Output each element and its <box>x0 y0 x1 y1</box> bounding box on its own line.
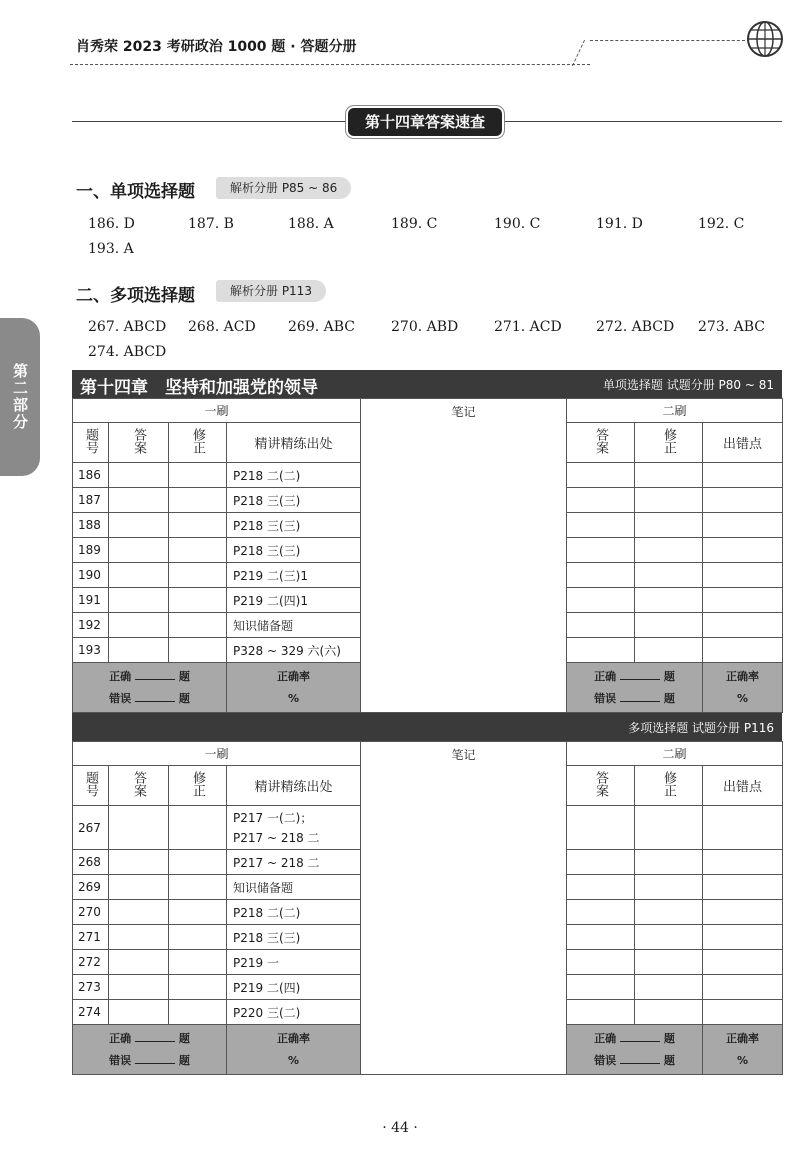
col-error-point: 出错点 <box>703 766 783 806</box>
part-side-tab: 第二部分 <box>0 318 40 476</box>
table-row: 268 P217 ~ 218 二 <box>73 850 783 875</box>
header-rule-right <box>590 40 750 41</box>
answer-item: 274. ABCD <box>88 344 167 360</box>
answer-item: 272. ABCD <box>596 319 675 335</box>
tally-rate-2: 正确率 % <box>703 1025 783 1075</box>
table-row: 192 知识储备题 <box>73 613 783 638</box>
answer-item: 270. ABD <box>391 319 459 335</box>
chapter-band <box>72 370 782 398</box>
tally-rate-2: 正确率 % <box>703 663 783 713</box>
tally-counts: 正确 题 错误 题 <box>73 663 227 713</box>
notes-header: 笔记 <box>451 748 476 762</box>
table-row: 190 P219 二(三)1 <box>73 563 783 588</box>
answer-item: 267. ABCD <box>88 319 167 335</box>
table-row: 269 知识储备题 <box>73 875 783 900</box>
page-number: · 44 · <box>382 1120 418 1136</box>
section-tag-single: 解析分册 P85 ~ 86 <box>216 177 351 199</box>
table-row: 189 P218 三(三) <box>73 538 783 563</box>
tally-rate: 正确率 % <box>227 663 361 713</box>
col-error-point: 出错点 <box>703 423 783 463</box>
header-rule <box>70 64 590 65</box>
table-row: 186 P218 二(二) <box>73 463 783 488</box>
table-row: 274 P220 三(二) <box>73 1000 783 1025</box>
tally-counts: 正确 题 错误 题 <box>73 1025 227 1075</box>
globe-logo-icon <box>744 18 786 60</box>
review-table <box>72 370 782 1075</box>
second-pass-header: 二刷 <box>567 742 783 766</box>
answer-item: 268. ACD <box>188 319 256 335</box>
single-choice-ref: 单项选择题 试题分册 P80 ~ 81 <box>602 378 774 392</box>
first-pass-header: 一刷 <box>73 742 361 766</box>
tally-counts-2: 正确 题 错误 题 <box>567 663 703 713</box>
table-row: 193 P328 ~ 329 六(六) <box>73 638 783 663</box>
answer-item: 187. B <box>188 216 234 232</box>
answer-item: 189. C <box>391 216 438 232</box>
col-answer-2: 答案 <box>567 766 635 806</box>
answer-item: 192. C <box>698 216 745 232</box>
notes-column[interactable] <box>361 742 567 1075</box>
multi-choice-table <box>72 741 783 1075</box>
first-pass-header: 一刷 <box>73 399 361 423</box>
col-fix: 修正 <box>169 766 227 806</box>
header-rule-slant <box>572 40 598 66</box>
table-row: 273 P219 二(四) <box>73 975 783 1000</box>
answer-item: 188. A <box>288 216 334 232</box>
col-answer: 答案 <box>109 423 169 463</box>
col-answer-2: 答案 <box>567 423 635 463</box>
col-question-no: 题号 <box>73 766 109 806</box>
table-row: 271 P218 三(三) <box>73 925 783 950</box>
section-tag-multi: 解析分册 P113 <box>216 280 326 302</box>
table-row: 188 P218 三(三) <box>73 513 783 538</box>
chapter-badge: 第十四章答案速查 <box>348 108 502 136</box>
col-question-no: 题号 <box>73 423 109 463</box>
multi-band <box>72 713 782 741</box>
tally-rate: 正确率 % <box>227 1025 361 1075</box>
notes-header: 笔记 <box>451 405 476 419</box>
answer-item: 191. D <box>596 216 643 232</box>
second-pass-header: 二刷 <box>567 399 783 423</box>
answer-item: 190. C <box>494 216 541 232</box>
answer-item: 271. ACD <box>494 319 562 335</box>
table-row: 272 P219 一 <box>73 950 783 975</box>
section-title-multi: 二、多项选择题 <box>76 286 195 306</box>
col-fix-2: 修正 <box>635 766 703 806</box>
table-row: 187 P218 三(三) <box>73 488 783 513</box>
col-source: 精讲精练出处 <box>227 766 361 806</box>
notes-column[interactable] <box>361 399 567 713</box>
table-row: 267 P217 一(二)； P217 ~ 218 二 <box>73 806 783 850</box>
col-fix-2: 修正 <box>635 423 703 463</box>
table-row: 191 P219 二(四)1 <box>73 588 783 613</box>
col-source: 精讲精练出处 <box>227 423 361 463</box>
answer-item: 186. D <box>88 216 135 232</box>
answer-item: 193. A <box>88 241 134 257</box>
table-chapter-title: 第十四章 坚持和加强党的领导 <box>80 378 318 398</box>
col-fix: 修正 <box>169 423 227 463</box>
single-choice-table <box>72 398 783 713</box>
running-head: 肖秀荣 2023 考研政治 1000 题 · 答题分册 <box>76 39 357 55</box>
answer-item: 269. ABC <box>288 319 355 335</box>
table-row: 270 P218 二(二) <box>73 900 783 925</box>
answer-item: 273. ABC <box>698 319 765 335</box>
col-answer: 答案 <box>109 766 169 806</box>
section-title-single: 一、单项选择题 <box>76 182 195 202</box>
multi-choice-ref: 多项选择题 试题分册 P116 <box>628 721 774 735</box>
tally-counts-2: 正确 题 错误 题 <box>567 1025 703 1075</box>
